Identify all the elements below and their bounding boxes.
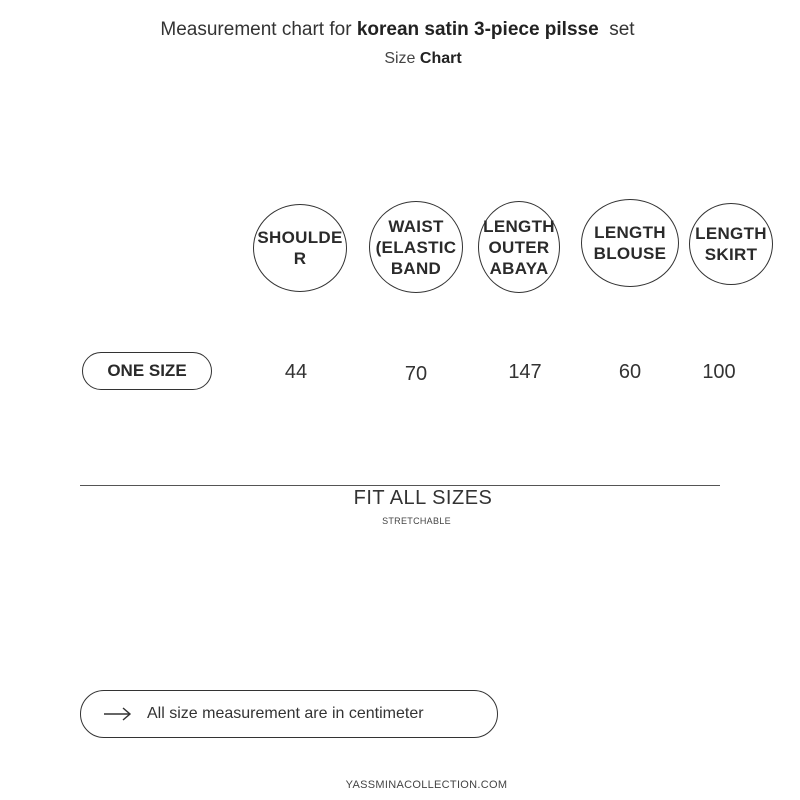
header-line: WAIST — [388, 216, 444, 236]
column-header-length-blouse — [581, 199, 679, 287]
subtitle-bold: Chart — [419, 50, 462, 67]
header-line: R — [293, 249, 307, 268]
stretchable-label: STRETCHABLE — [382, 516, 451, 526]
row-label-one-size: ONE SIZE — [82, 352, 212, 390]
title-product: korean satin 3-piece pilsse — [356, 19, 599, 40]
column-header-length-skirt — [689, 203, 773, 285]
measurement-note-text: All size measurement are in centimeter — [147, 705, 424, 722]
header-line: BAND — [390, 258, 442, 278]
subtitle-prefix: Size — [384, 50, 420, 67]
value-length-blouse: 60 — [618, 361, 642, 383]
header-line: LENGTH — [483, 216, 555, 236]
value-length-skirt: 100 — [702, 361, 736, 383]
header-line: (ELASTIC — [375, 237, 457, 257]
title-prefix: Measurement chart for — [160, 19, 357, 40]
divider — [80, 485, 720, 486]
arrow-right-icon — [103, 706, 133, 722]
header-line: BLOUSE — [593, 244, 667, 263]
value-shoulder: 44 — [284, 361, 308, 383]
measurement-note — [80, 690, 498, 738]
page-title — [0, 19, 795, 41]
value-length-outer-abaya: 147 — [508, 361, 542, 383]
header-line: LENGTH — [695, 224, 767, 243]
header-line: SKIRT — [704, 245, 758, 264]
header-line: LENGTH — [594, 223, 666, 242]
column-header-waist — [369, 201, 463, 293]
header-line: SHOULDE — [257, 228, 343, 247]
value-waist: 70 — [404, 363, 428, 385]
site-footer: YASSMINACOLLECTION.COM — [345, 779, 508, 791]
header-line: ABAYA — [489, 258, 549, 278]
title-suffix: set — [598, 19, 635, 40]
fit-all-sizes-heading: FIT ALL SIZES — [353, 487, 493, 509]
column-header-shoulder — [253, 204, 347, 292]
page-subtitle — [0, 50, 800, 68]
column-header-length-outer-abaya — [478, 201, 560, 293]
header-line: OUTER — [488, 237, 550, 257]
